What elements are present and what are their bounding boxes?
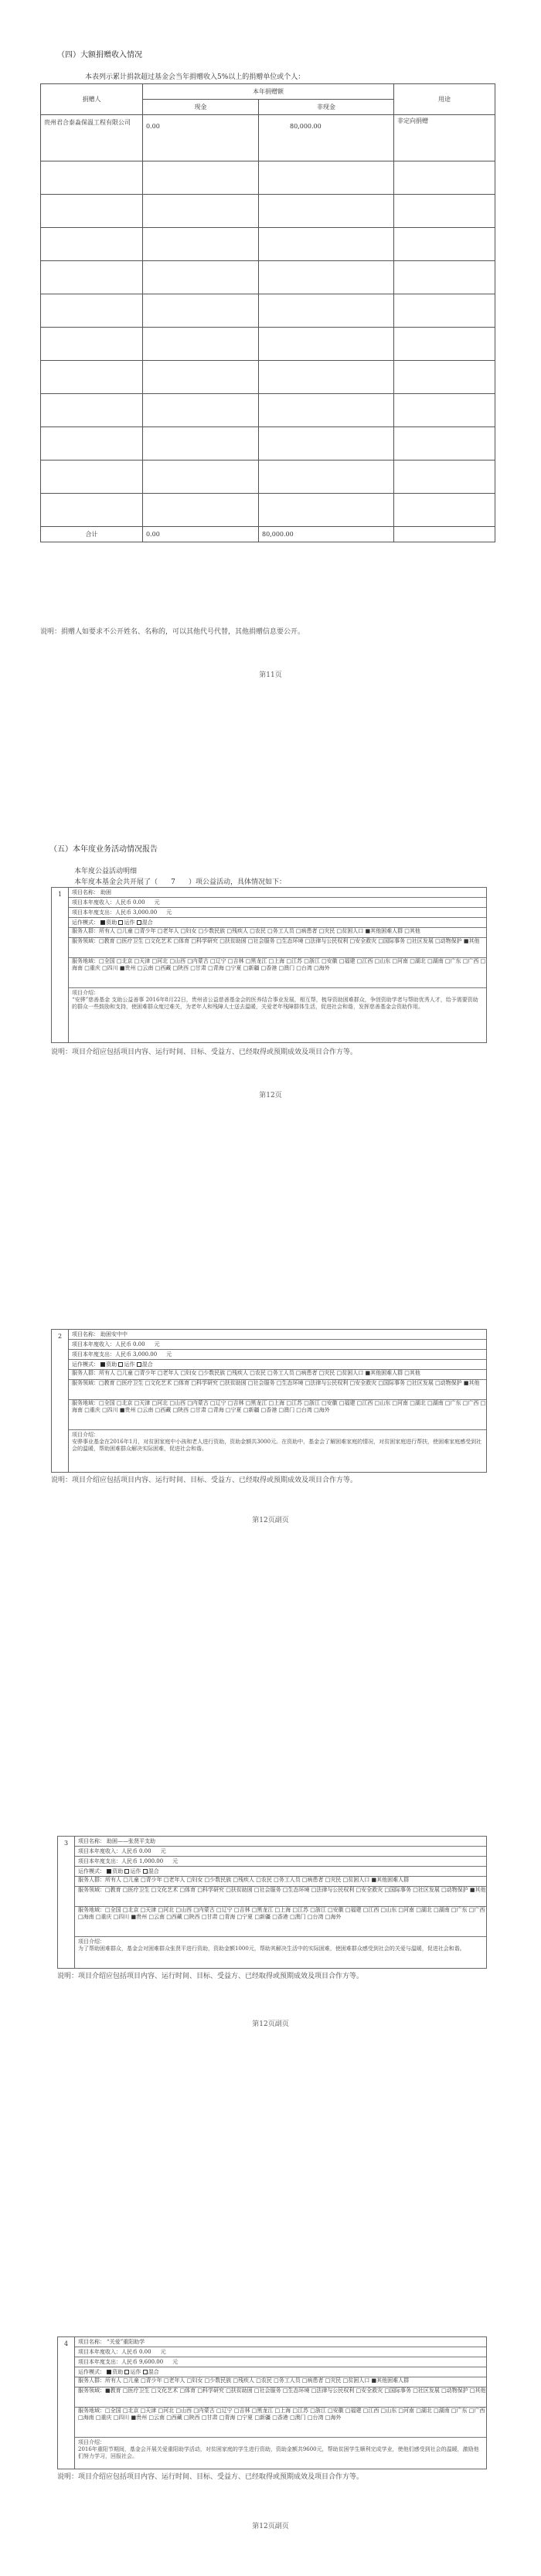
project-name-label: 项目名称： xyxy=(78,1838,105,1844)
project-intro xyxy=(75,1937,486,1968)
section4-title: （四）大额捐赠收入情况 xyxy=(57,51,142,59)
project-card xyxy=(51,887,487,1043)
income-unit: 元 xyxy=(154,1341,160,1347)
area-label: 服务地域： xyxy=(78,2408,105,2414)
beneficiary-row xyxy=(69,928,486,938)
expense-label: 项目本年度支出：人民币 xyxy=(72,909,131,916)
project-intro xyxy=(75,2438,486,2469)
area-options: □全国 □北京 □天津 □河北 □山西 □内蒙古 □辽宁 □吉林 □黑龙江 □上海 □江苏 □浙江 □安徽 □福建 □江西 □山东 □河南 □湖北 □湖南 □广东 □广西 □海南 □重庆 □四川 ■贵州 □云南 □西藏 □陕西 □甘肃 □青海 □宁夏 □新疆 □香港 □澳门 □台湾 □海外 xyxy=(72,958,486,971)
page-number: 第12页 xyxy=(259,1092,282,1099)
checkbox-icon[interactable] xyxy=(124,1869,129,1874)
field-options: ■教育 □医疗卫生 □文化艺术 □体育 □科学研究 □扶贫助困 □社会服务 □生态环境 □法律与公民权利 □安全救灾 □国际事务 □社区发展 □动物保护 □其他 xyxy=(105,2387,486,2394)
col-noncash-header: 非现金 xyxy=(259,100,394,115)
intro-label: 项目介绍： xyxy=(78,1939,105,1945)
area-options: □全国 □北京 □天津 □河北 □山西 □内蒙古 □辽宁 □吉林 □黑龙江 □上海 □江苏 □浙江 □安徽 □福建 □江西 □山东 □河南 □湖北 □湖南 □广东 □广西 □海南 □重庆 □四川 ■贵州 □云南 □西藏 □陕西 □甘肃 □青海 □宁夏 □新疆 □香港 □澳门 □台湾 □海外 xyxy=(78,1907,485,1920)
service-area-row xyxy=(75,1907,486,1937)
service-field-row xyxy=(75,1887,486,1907)
income-unit: 元 xyxy=(154,899,160,906)
beneficiary-label: 服务人群： xyxy=(78,1877,105,1883)
activity-count-prefix: 本年度本基金会共开展了（ xyxy=(74,878,158,886)
expense-value: 3,000.00 xyxy=(133,1351,158,1358)
beneficiary-label: 服务人群： xyxy=(72,928,99,934)
col-donor-header: 捐赠人 xyxy=(41,84,143,115)
mode-option: 混合 xyxy=(141,919,153,926)
area-options: □全国 □北京 □天津 □河北 □山西 □内蒙古 □辽宁 □吉林 □黑龙江 □上海 □江苏 □浙江 □安徽 □福建 □江西 □山东 □河南 □湖北 □湖南 □广东 □广西 □海南 □重庆 □四川 ■贵州 □云南 □西藏 □陕西 □甘肃 □青海 □宁夏 □新疆 □香港 □澳门 □台湾 □海外 xyxy=(72,1400,486,1413)
cash-cell: 0.00 xyxy=(143,115,259,161)
mode-option: 运作 xyxy=(130,1868,141,1874)
project-name: 助困 xyxy=(100,889,111,895)
income-value: 0.00 xyxy=(133,899,145,906)
project-income-row xyxy=(69,898,486,908)
intro-text: “安骅”慈善基金 支助公益善事 2016年8月22日，贵州省公益慈善基金会的医养结合事业发展，相互帮，梳导资助困难群众，争创资助学者与帮助优秀人才，给予需要资助的群众一些鼓励和支持，使困难群众度过难关，为老年人和残障人士送去温暖，关爱老年残障群体生活，促进社会和谐，发挥慈善基金会资助作用。 xyxy=(72,997,478,1010)
field-label: 服务领域： xyxy=(78,2387,105,2394)
operation-mode-row xyxy=(75,2367,486,2377)
activity-count-suffix: ）项公益活动，具体情况如下： xyxy=(189,878,287,886)
noncash-cell: 80,000.00 xyxy=(259,115,394,161)
project-income-row xyxy=(69,1340,486,1350)
checkbox-icon[interactable] xyxy=(118,1362,123,1367)
total-label: 合计 xyxy=(41,527,143,542)
operation-mode-row xyxy=(69,1360,486,1370)
project-expense-row xyxy=(75,1857,486,1867)
project-name: “关爱”重阳助学 xyxy=(107,2339,145,2345)
field-options: □教育 □医疗卫生 □文化艺术 □体育 □科学研究 □扶贫助困 □社会服务 □生态环境 □法律与公民权利 □安全救灾 □国际事务 □社区发展 □动物保护 ■其他 xyxy=(99,938,480,944)
section5-note-2: 说明：项目介绍应包括项目内容、运行时间、目标、受益方、已经取得或预期成效及项目合作方等。 xyxy=(51,1477,358,1484)
col-year-header: 本年捐赠额 xyxy=(143,84,394,100)
checkbox-checked-icon[interactable] xyxy=(107,2370,111,2374)
area-label: 服务地域： xyxy=(78,1907,105,1913)
expense-value: 3,000.00 xyxy=(133,909,158,916)
project-index: 2 xyxy=(52,1330,69,1472)
service-field-row xyxy=(69,1380,486,1400)
income-label: 项目本年度收入：人民币 xyxy=(78,1848,138,1854)
project-name: 助困——张贤平支助 xyxy=(107,1838,155,1844)
project-name-row xyxy=(75,2337,486,2347)
beneficiary-options: 所有人 □儿童 □青少年 □老年人 □妇女 □少数民族 □残疾人 □农民 □务工人员 □病患者 □灾民 □贫困人口 ■其他困难人群 xyxy=(105,2377,410,2384)
checkbox-checked-icon[interactable] xyxy=(100,920,105,925)
mode-label: 运作模式： xyxy=(72,1361,99,1368)
project-name-label: 项目名称： xyxy=(78,2339,105,2345)
mode-option: 资助 xyxy=(106,919,117,926)
checkbox-icon[interactable] xyxy=(124,2370,129,2374)
total-cash: 0.00 xyxy=(143,527,259,542)
field-options: □教育 □医疗卫生 □文化艺术 □体育 □科学研究 □扶贫助困 □社会服务 □生态环境 □法律与公民权利 □安全救灾 □国际事务 □社区发展 □动物保护 ■其他 xyxy=(105,1887,486,1893)
table-row xyxy=(41,115,495,161)
donor-cell: 贵州君合泰淼保温工程有限公司 xyxy=(41,115,143,161)
project-expense-row xyxy=(75,2357,486,2367)
mode-option: 资助 xyxy=(112,1868,124,1874)
expense-unit: 元 xyxy=(166,1351,172,1358)
expense-unit: 元 xyxy=(172,2359,179,2365)
section5-note-3: 说明：项目介绍应包括项目内容、运行时间、目标、受益方、已经取得或预期成效及项目合作方等。 xyxy=(57,1973,364,1980)
checkbox-checked-icon[interactable] xyxy=(107,1869,111,1874)
income-label: 项目本年度收入：人民币 xyxy=(78,2349,138,2355)
project-expense-row xyxy=(69,908,486,918)
col-cash-header: 现金 xyxy=(143,100,259,115)
project-card xyxy=(51,1329,487,1473)
page-number: 第12页副页 xyxy=(252,2523,289,2530)
mode-option: 资助 xyxy=(106,1361,117,1368)
total-noncash: 80,000.00 xyxy=(259,527,394,542)
project-name-row xyxy=(75,1837,486,1847)
section4-intro: 本表列示累计捐款超过基金会当年捐赠收入5%以上的捐赠单位或个人： xyxy=(85,73,305,81)
expense-label: 项目本年度支出：人民币 xyxy=(78,1858,138,1864)
service-area-row xyxy=(75,2408,486,2438)
checkbox-checked-icon[interactable] xyxy=(100,1362,105,1367)
income-unit: 元 xyxy=(160,2349,166,2355)
beneficiary-options: 所有人 □儿童 □青少年 □老年人 □妇女 □少数民族 □残疾人 □农民 □务工人员 □病患者 □灾民 □贫困人口 ■其他困难人群 xyxy=(105,1877,410,1883)
section5-title: （五）本年度业务活动情况报告 xyxy=(49,845,158,854)
intro-text: 2016年重阳节期间，基金会开展关爱重阳助学活动，对贫困家庭的学生进行资助，资助金额共9600元，帮助贫困学生顺利完成学业，使他们感受到社会的温暖，激励他们努力学习，回报社会。 xyxy=(78,2446,479,2459)
project-name: 助困安中中 xyxy=(100,1331,128,1337)
income-value: 0.00 xyxy=(139,1848,151,1854)
area-label: 服务地域： xyxy=(72,958,99,964)
mode-option: 混合 xyxy=(148,1868,159,1874)
large-donation-table xyxy=(40,83,495,542)
area-label: 服务地域： xyxy=(72,1400,99,1406)
project-name-row xyxy=(69,1330,486,1340)
section5-note-4: 说明：项目介绍应包括项目内容、运行时间、目标、受益方、已经取得或预期成效及项目合作方等。 xyxy=(57,2473,364,2481)
service-field-row xyxy=(69,938,486,958)
intro-label: 项目介绍： xyxy=(78,2439,105,2445)
project-name-row xyxy=(69,888,486,898)
mode-option: 混合 xyxy=(148,2369,159,2375)
project-intro xyxy=(69,1430,486,1472)
project-income-row xyxy=(75,2347,486,2357)
section5-line2 xyxy=(74,876,286,886)
income-value: 0.00 xyxy=(133,1341,145,1347)
mode-label: 运作模式： xyxy=(78,2369,105,2375)
project-index: 1 xyxy=(52,888,69,1042)
project-index: 4 xyxy=(58,2337,75,2469)
area-options: □全国 □北京 □天津 □河北 □山西 □内蒙古 □辽宁 □吉林 □黑龙江 □上海 □江苏 □浙江 □安徽 □福建 □江西 □山东 □河南 □湖北 □湖南 □广东 □广西 □海南 □重庆 □四川 ■贵州 □云南 □西藏 □陕西 □甘肃 □青海 □宁夏 □新疆 □香港 □澳门 □台湾 □海外 xyxy=(78,2408,485,2421)
project-index: 3 xyxy=(58,1837,75,1968)
use-cell: 非定向捐赠 xyxy=(394,115,495,161)
total-row xyxy=(41,527,495,542)
page-number: 第11页 xyxy=(259,671,282,679)
checkbox-icon[interactable] xyxy=(137,1362,141,1367)
expense-label: 项目本年度支出：人民币 xyxy=(78,2359,138,2365)
beneficiary-options: 所有人 □儿童 □青少年 □老年人 □妇女 □少数民族 □残疾人 □农民 □务工人员 □病患者 □灾民 □贫困人口 ■其他困难人群 □其他 xyxy=(99,928,420,934)
intro-label: 项目介绍： xyxy=(72,990,99,996)
expense-unit: 元 xyxy=(166,909,172,916)
page-number: 第12页副页 xyxy=(252,2020,289,2028)
col-use-header: 用途 xyxy=(394,84,495,115)
checkbox-icon[interactable] xyxy=(143,2370,148,2374)
project-income-row xyxy=(75,1847,486,1857)
income-value: 0.00 xyxy=(139,2349,151,2355)
beneficiary-label: 服务人群： xyxy=(78,2377,105,2384)
section5-line1: 本年度公益活动明细 xyxy=(74,868,138,875)
mode-option: 运作 xyxy=(130,2369,141,2375)
project-name-label: 项目名称： xyxy=(72,889,99,895)
project-expense-row xyxy=(69,1350,486,1360)
mode-option: 资助 xyxy=(112,2369,124,2375)
checkbox-icon[interactable] xyxy=(137,920,141,925)
intro-text: 为了帮助困难群众，基金会对困难群众张贤平进行资助，资助金额1000元，帮助其解决生活中的实际困难，使困难群众感受到社会的关爱与温暖，促进社会和谐。 xyxy=(78,1946,465,1952)
field-label: 服务领域： xyxy=(72,1380,99,1386)
project-card xyxy=(57,1836,487,1969)
checkbox-icon[interactable] xyxy=(143,1869,148,1874)
activity-count: 7 xyxy=(171,878,175,886)
income-label: 项目本年度收入：人民币 xyxy=(72,1341,131,1347)
income-unit: 元 xyxy=(160,1848,166,1854)
expense-value: 1,000.00 xyxy=(139,1858,164,1864)
expense-value: 9,600.00 xyxy=(139,2359,164,2365)
project-intro xyxy=(69,988,486,1042)
mode-label: 运作模式： xyxy=(78,1868,105,1874)
field-label: 服务领域： xyxy=(78,1887,105,1893)
beneficiary-options: 所有人 □儿童 □青少年 □老年人 □妇女 □少数民族 □残疾人 □农民 □务工人员 □病患者 □灾民 □贫困人口 ■其他困难人群 □其他 xyxy=(99,1370,420,1376)
mode-option: 运作 xyxy=(124,1361,135,1368)
page-number: 第12页副页 xyxy=(252,1517,289,1524)
income-label: 项目本年度收入：人民币 xyxy=(72,899,131,906)
expense-label: 项目本年度支出：人民币 xyxy=(72,1351,131,1358)
beneficiary-label: 服务人群： xyxy=(72,1370,99,1376)
beneficiary-row xyxy=(75,1877,486,1887)
service-area-row xyxy=(69,1400,486,1430)
field-options: □教育 □医疗卫生 □文化艺术 □体育 □科学研究 □扶贫助困 □社会服务 □生态环境 □法律与公民权利 □安全救灾 □国际事务 □社区发展 □动物保护 ■其他 xyxy=(99,1380,480,1386)
checkbox-icon[interactable] xyxy=(118,920,123,925)
operation-mode-row xyxy=(75,1867,486,1877)
operation-mode-row xyxy=(69,918,486,928)
field-label: 服务领域： xyxy=(72,938,99,944)
intro-label: 项目介绍： xyxy=(72,1432,99,1438)
project-name-label: 项目名称： xyxy=(72,1331,99,1337)
service-area-row xyxy=(69,958,486,988)
expense-unit: 元 xyxy=(172,1858,179,1864)
service-field-row xyxy=(75,2387,486,2408)
mode-option: 混合 xyxy=(141,1361,153,1368)
beneficiary-row xyxy=(75,2377,486,2387)
mode-option: 运作 xyxy=(124,919,135,926)
mode-label: 运作模式： xyxy=(72,919,99,926)
section5-note-1: 说明：项目介绍应包括项目内容、运行时间、目标、受益方、已经取得或预期成效及项目合作方等。 xyxy=(51,1048,358,1056)
intro-text: 安骅事业基金在2016年1月，对贫困家庭中小孩和老人进行资助，资助金额共3000元。在资助中，基金会了解困难家庭的情况，对贫困家庭进行帮扶，使困难家庭感受到社会的温暖，帮助困难群众解决实际困难，促进社会和谐。 xyxy=(72,1439,482,1452)
section4-note: 说明：捐赠人如要求不公开姓名、名称的，可以其他代号代替，其他捐赠信息要公开。 xyxy=(40,628,305,636)
beneficiary-row xyxy=(69,1370,486,1380)
project-card xyxy=(57,2336,487,2469)
